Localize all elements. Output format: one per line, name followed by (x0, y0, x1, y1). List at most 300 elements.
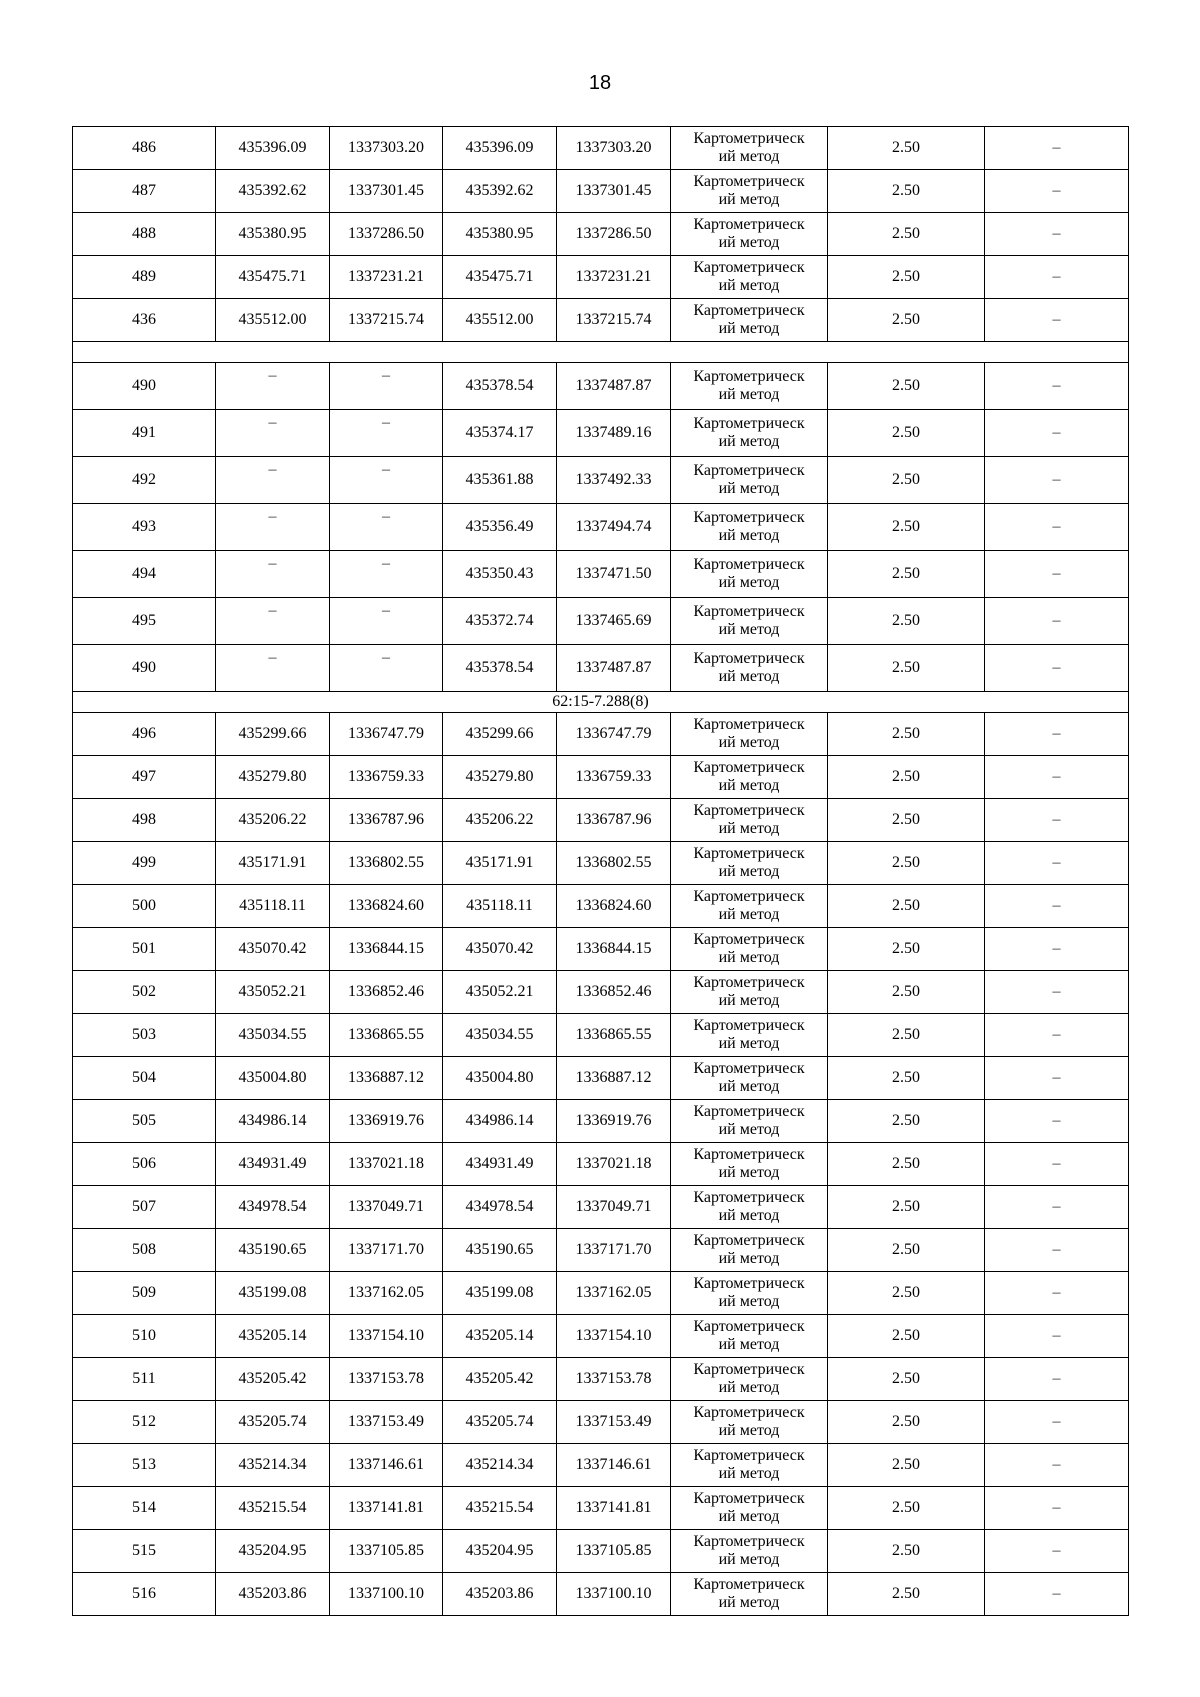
cell-note: – (985, 1057, 1129, 1100)
cell-method (671, 127, 828, 170)
method-line: ий метод (718, 1121, 780, 1138)
cell-x-old: – (216, 457, 330, 504)
cell-x-new: 434931.49 (443, 1143, 557, 1186)
method-line: Картометрическ (693, 974, 805, 991)
cell-x-old: – (216, 504, 330, 551)
cell-x-new: 435378.54 (443, 645, 557, 692)
cell-accuracy: 2.50 (828, 1401, 985, 1444)
cell-note: – (985, 756, 1129, 799)
cell-x-old: 435206.22 (216, 799, 330, 842)
cell-y-new: 1337105.85 (557, 1530, 671, 1573)
cell-method (671, 1573, 828, 1616)
method-line: Картометрическ (693, 130, 805, 147)
cell-x-old: 435512.00 (216, 299, 330, 342)
cell-x-new: 435205.14 (443, 1315, 557, 1358)
cell-accuracy: 2.50 (828, 1315, 985, 1358)
method-line: ий метод (718, 277, 780, 294)
method-line: ий метод (718, 1164, 780, 1181)
method-line: Картометрическ (693, 302, 805, 319)
method-line: ий метод (718, 527, 780, 544)
cell-x-new: 435199.08 (443, 1272, 557, 1315)
cell-x-old: 435070.42 (216, 928, 330, 971)
cell-x-new: 435372.74 (443, 598, 557, 645)
cell-x-old: 435215.54 (216, 1487, 330, 1530)
cell-y-new: 1337153.78 (557, 1358, 671, 1401)
cell-x-new: 435215.54 (443, 1487, 557, 1530)
cell-x-old: 435004.80 (216, 1057, 330, 1100)
cell-accuracy: 2.50 (828, 213, 985, 256)
cell-x-old: 435205.14 (216, 1315, 330, 1358)
cell-y-new: 1337153.49 (557, 1401, 671, 1444)
method-line: ий метод (718, 1293, 780, 1310)
cell-y-new: 1336852.46 (557, 971, 671, 1014)
method-line: ий метод (718, 1551, 780, 1568)
cell-y-old: 1337100.10 (330, 1573, 443, 1616)
cell-y-old: 1337154.10 (330, 1315, 443, 1358)
method-line: ий метод (718, 777, 780, 794)
cell-point: 511 (73, 1358, 216, 1401)
cell-point: 502 (73, 971, 216, 1014)
cell-method (671, 885, 828, 928)
cell-x-old: 435214.34 (216, 1444, 330, 1487)
table-row (73, 1444, 1129, 1487)
cell-y-old: 1336852.46 (330, 971, 443, 1014)
cell-note: – (985, 363, 1129, 410)
method-line: ий метод (718, 1250, 780, 1267)
table-row (73, 504, 1129, 551)
table-row (73, 1530, 1129, 1573)
table-row (73, 713, 1129, 756)
cell-y-old: 1336887.12 (330, 1057, 443, 1100)
cell-y-new: 1337494.74 (557, 504, 671, 551)
cell-y-old: 1336787.96 (330, 799, 443, 842)
method-line: ий метод (718, 668, 780, 685)
cell-note: – (985, 842, 1129, 885)
cell-y-old: – (330, 363, 443, 410)
cell-method (671, 971, 828, 1014)
cell-method (671, 256, 828, 299)
cell-x-old: – (216, 645, 330, 692)
cell-x-new: 435214.34 (443, 1444, 557, 1487)
cell-point: 486 (73, 127, 216, 170)
cell-x-old: 435205.42 (216, 1358, 330, 1401)
cell-y-old: 1337162.05 (330, 1272, 443, 1315)
cell-x-old: – (216, 598, 330, 645)
cell-y-old: 1337153.78 (330, 1358, 443, 1401)
cell-accuracy: 2.50 (828, 1143, 985, 1186)
cell-method (671, 1100, 828, 1143)
method-line: Картометрическ (693, 415, 805, 432)
section-header-row (73, 692, 1129, 713)
method-line: Картометрическ (693, 845, 805, 862)
cell-note: – (985, 1444, 1129, 1487)
cell-y-new: 1336919.76 (557, 1100, 671, 1143)
cell-point: 495 (73, 598, 216, 645)
method-line: Картометрическ (693, 1361, 805, 1378)
cell-x-old: 435190.65 (216, 1229, 330, 1272)
method-line: Картометрическ (693, 1318, 805, 1335)
cell-x-old: 435171.91 (216, 842, 330, 885)
method-line: ий метод (718, 148, 780, 165)
method-line: Картометрическ (693, 1447, 805, 1464)
cell-x-new: 435392.62 (443, 170, 557, 213)
method-line: ий метод (718, 1422, 780, 1439)
method-line: Картометрическ (693, 216, 805, 233)
cell-x-new: 435205.42 (443, 1358, 557, 1401)
method-line: ий метод (718, 320, 780, 337)
cell-point: 500 (73, 885, 216, 928)
cell-point: 488 (73, 213, 216, 256)
cell-method (671, 551, 828, 598)
cell-x-new: 435118.11 (443, 885, 557, 928)
cell-y-old: 1337301.45 (330, 170, 443, 213)
cell-method (671, 504, 828, 551)
cell-x-new: 435396.09 (443, 127, 557, 170)
cell-accuracy: 2.50 (828, 299, 985, 342)
cell-method (671, 1057, 828, 1100)
cell-method (671, 713, 828, 756)
cell-x-new: 435203.86 (443, 1573, 557, 1616)
cell-note: – (985, 799, 1129, 842)
cell-accuracy: 2.50 (828, 1444, 985, 1487)
cell-accuracy: 2.50 (828, 1530, 985, 1573)
cell-y-old: 1337303.20 (330, 127, 443, 170)
method-line: Картометрическ (693, 888, 805, 905)
cell-point: 513 (73, 1444, 216, 1487)
cell-accuracy: 2.50 (828, 645, 985, 692)
table-row (73, 1401, 1129, 1444)
cell-x-new: 435356.49 (443, 504, 557, 551)
cell-x-old: 435279.80 (216, 756, 330, 799)
cell-x-old: 435034.55 (216, 1014, 330, 1057)
cell-x-new: 435380.95 (443, 213, 557, 256)
cell-method (671, 1315, 828, 1358)
cell-y-new: 1337021.18 (557, 1143, 671, 1186)
cell-point: 492 (73, 457, 216, 504)
table-row (73, 799, 1129, 842)
cell-point: 509 (73, 1272, 216, 1315)
cell-note: – (985, 213, 1129, 256)
method-line: ий метод (718, 820, 780, 837)
cell-point: 497 (73, 756, 216, 799)
cell-y-old: 1337105.85 (330, 1530, 443, 1573)
cell-x-old: 434931.49 (216, 1143, 330, 1186)
cell-method (671, 928, 828, 971)
cell-y-new: 1336747.79 (557, 713, 671, 756)
cell-x-new: 435204.95 (443, 1530, 557, 1573)
table-row (73, 1143, 1129, 1186)
cell-point: 436 (73, 299, 216, 342)
cell-point: 508 (73, 1229, 216, 1272)
cell-y-new: 1337154.10 (557, 1315, 671, 1358)
cell-y-old: 1336824.60 (330, 885, 443, 928)
cell-accuracy: 2.50 (828, 1229, 985, 1272)
method-line: Картометрическ (693, 802, 805, 819)
method-line: Картометрическ (693, 173, 805, 190)
method-line: Картометрическ (693, 368, 805, 385)
cell-method (671, 645, 828, 692)
cell-y-new: 1337215.74 (557, 299, 671, 342)
cell-point: 503 (73, 1014, 216, 1057)
method-line: ий метод (718, 992, 780, 1009)
cell-accuracy: 2.50 (828, 885, 985, 928)
method-line: Картометрическ (693, 931, 805, 948)
cell-y-old: 1337049.71 (330, 1186, 443, 1229)
cell-y-old: 1336802.55 (330, 842, 443, 885)
cell-x-old: 435052.21 (216, 971, 330, 1014)
cell-note: – (985, 971, 1129, 1014)
table-row (73, 256, 1129, 299)
cell-x-new: 435350.43 (443, 551, 557, 598)
cell-y-new: 1336824.60 (557, 885, 671, 928)
cell-method (671, 1401, 828, 1444)
table-row (73, 1573, 1129, 1616)
cell-point: 499 (73, 842, 216, 885)
cell-y-new: 1337471.50 (557, 551, 671, 598)
cell-y-old: 1337141.81 (330, 1487, 443, 1530)
cell-y-new: 1337231.21 (557, 256, 671, 299)
cell-y-old: 1336919.76 (330, 1100, 443, 1143)
cell-method (671, 756, 828, 799)
cell-x-old: 435380.95 (216, 213, 330, 256)
method-line: ий метод (718, 191, 780, 208)
method-line: Картометрическ (693, 509, 805, 526)
cell-note: – (985, 1573, 1129, 1616)
cell-y-new: 1336802.55 (557, 842, 671, 885)
cell-accuracy: 2.50 (828, 1487, 985, 1530)
cell-y-new: 1336865.55 (557, 1014, 671, 1057)
method-line: ий метод (718, 386, 780, 403)
cell-method (671, 1229, 828, 1272)
cell-y-new: 1337146.61 (557, 1444, 671, 1487)
cell-accuracy: 2.50 (828, 1186, 985, 1229)
cell-point: 490 (73, 363, 216, 410)
table-row (73, 928, 1129, 971)
cell-note: – (985, 1315, 1129, 1358)
cell-accuracy: 2.50 (828, 713, 985, 756)
cell-accuracy: 2.50 (828, 170, 985, 213)
cell-method (671, 1272, 828, 1315)
table-row (73, 645, 1129, 692)
cell-accuracy: 2.50 (828, 1272, 985, 1315)
method-line: Картометрическ (693, 1404, 805, 1421)
table-row (73, 1487, 1129, 1530)
cell-method (671, 213, 828, 256)
method-line: ий метод (718, 1336, 780, 1353)
cell-y-new: 1337049.71 (557, 1186, 671, 1229)
cell-method (671, 170, 828, 213)
cell-x-old: 434978.54 (216, 1186, 330, 1229)
cell-y-old: 1336759.33 (330, 756, 443, 799)
table-row (73, 127, 1129, 170)
table-row (73, 457, 1129, 504)
cell-accuracy: 2.50 (828, 1100, 985, 1143)
table-row (73, 1229, 1129, 1272)
method-line: ий метод (718, 1078, 780, 1095)
method-line: Картометрическ (693, 759, 805, 776)
table-row (73, 1358, 1129, 1401)
cell-point: 510 (73, 1315, 216, 1358)
table-row (73, 1100, 1129, 1143)
cell-note: – (985, 127, 1129, 170)
table-row (73, 299, 1129, 342)
cell-note: – (985, 645, 1129, 692)
cell-x-new: 435205.74 (443, 1401, 557, 1444)
cell-y-old: – (330, 504, 443, 551)
cell-note: – (985, 1358, 1129, 1401)
section-label: 62:15-7.288(8) (73, 692, 1129, 713)
method-line: ий метод (718, 863, 780, 880)
method-line: Картометрическ (693, 1576, 805, 1593)
cell-y-new: 1337465.69 (557, 598, 671, 645)
cell-point: 498 (73, 799, 216, 842)
table-row (73, 1272, 1129, 1315)
cell-point: 506 (73, 1143, 216, 1186)
method-line: Картометрическ (693, 603, 805, 620)
cell-x-old: 435204.95 (216, 1530, 330, 1573)
cell-y-new: 1337303.20 (557, 127, 671, 170)
method-line: Картометрическ (693, 1189, 805, 1206)
cell-y-old: 1336844.15 (330, 928, 443, 971)
cell-x-old: 435392.62 (216, 170, 330, 213)
cell-note: – (985, 1530, 1129, 1573)
cell-point: 494 (73, 551, 216, 598)
cell-x-new: 435052.21 (443, 971, 557, 1014)
cell-accuracy: 2.50 (828, 756, 985, 799)
method-line: Картометрическ (693, 259, 805, 276)
cell-y-new: 1336759.33 (557, 756, 671, 799)
cell-note: – (985, 551, 1129, 598)
cell-y-old: 1337021.18 (330, 1143, 443, 1186)
cell-y-old: – (330, 551, 443, 598)
cell-note: – (985, 1100, 1129, 1143)
cell-note: – (985, 170, 1129, 213)
method-line: ий метод (718, 1508, 780, 1525)
cell-x-new: 435475.71 (443, 256, 557, 299)
cell-x-old: 435203.86 (216, 1573, 330, 1616)
method-line: ий метод (718, 574, 780, 591)
cell-note: – (985, 410, 1129, 457)
table-row (73, 1315, 1129, 1358)
cell-note: – (985, 1401, 1129, 1444)
cell-y-old: 1336865.55 (330, 1014, 443, 1057)
cell-x-new: 434978.54 (443, 1186, 557, 1229)
cell-x-new: 435070.42 (443, 928, 557, 971)
cell-accuracy: 2.50 (828, 799, 985, 842)
cell-accuracy: 2.50 (828, 928, 985, 971)
method-line: ий метод (718, 433, 780, 450)
method-line: Картометрическ (693, 556, 805, 573)
method-line: ий метод (718, 480, 780, 497)
cell-accuracy: 2.50 (828, 127, 985, 170)
method-line: ий метод (718, 1379, 780, 1396)
cell-x-new: 435361.88 (443, 457, 557, 504)
cell-x-new: 435171.91 (443, 842, 557, 885)
cell-note: – (985, 928, 1129, 971)
cell-accuracy: 2.50 (828, 1014, 985, 1057)
method-line: ий метод (718, 734, 780, 751)
cell-point: 493 (73, 504, 216, 551)
method-line: Картометрическ (693, 1275, 805, 1292)
cell-accuracy: 2.50 (828, 551, 985, 598)
cell-point: 512 (73, 1401, 216, 1444)
cell-x-old: – (216, 551, 330, 598)
cell-x-old: 435475.71 (216, 256, 330, 299)
cell-x-new: 435190.65 (443, 1229, 557, 1272)
cell-point: 496 (73, 713, 216, 756)
cell-note: – (985, 1143, 1129, 1186)
cell-accuracy: 2.50 (828, 1057, 985, 1100)
cell-x-old: – (216, 363, 330, 410)
cell-y-new: 1337301.45 (557, 170, 671, 213)
cell-y-new: 1337141.81 (557, 1487, 671, 1530)
cell-method (671, 363, 828, 410)
cell-x-old: 435396.09 (216, 127, 330, 170)
cell-x-new: 435279.80 (443, 756, 557, 799)
cell-accuracy: 2.50 (828, 1358, 985, 1401)
cell-x-new: 435004.80 (443, 1057, 557, 1100)
cell-method (671, 1143, 828, 1186)
method-line: Картометрическ (693, 650, 805, 667)
cell-note: – (985, 713, 1129, 756)
cell-method (671, 842, 828, 885)
cell-y-old: – (330, 645, 443, 692)
cell-y-new: 1337162.05 (557, 1272, 671, 1315)
cell-point: 487 (73, 170, 216, 213)
page-number: 18 (588, 72, 612, 94)
table-row (73, 885, 1129, 928)
cell-point: 505 (73, 1100, 216, 1143)
cell-x-new: 435299.66 (443, 713, 557, 756)
cell-method (671, 457, 828, 504)
method-line: Картометрическ (693, 1017, 805, 1034)
cell-note: – (985, 256, 1129, 299)
table-row (73, 971, 1129, 1014)
cell-method (671, 598, 828, 645)
cell-x-old: 435205.74 (216, 1401, 330, 1444)
method-line: Картометрическ (693, 1490, 805, 1507)
cell-point: 516 (73, 1573, 216, 1616)
cell-accuracy: 2.50 (828, 410, 985, 457)
method-line: ий метод (718, 1035, 780, 1052)
method-line: Картометрическ (693, 1232, 805, 1249)
cell-accuracy: 2.50 (828, 971, 985, 1014)
cell-point: 514 (73, 1487, 216, 1530)
cell-y-old: 1337171.70 (330, 1229, 443, 1272)
cell-note: – (985, 885, 1129, 928)
table-row (73, 598, 1129, 645)
method-line: ий метод (718, 234, 780, 251)
cell-y-new: 1337489.16 (557, 410, 671, 457)
cell-note: – (985, 1487, 1129, 1530)
cell-note: – (985, 299, 1129, 342)
cell-y-old: 1337215.74 (330, 299, 443, 342)
table-row (73, 1057, 1129, 1100)
cell-y-new: 1336887.12 (557, 1057, 671, 1100)
cell-x-new: 435034.55 (443, 1014, 557, 1057)
cell-point: 491 (73, 410, 216, 457)
cell-note: – (985, 1229, 1129, 1272)
cell-point: 501 (73, 928, 216, 971)
table-row (73, 756, 1129, 799)
cell-method (671, 299, 828, 342)
cell-accuracy: 2.50 (828, 504, 985, 551)
method-line: Картометрическ (693, 1146, 805, 1163)
cell-x-old: – (216, 410, 330, 457)
spacer-row (73, 342, 1129, 363)
cell-x-new: 435374.17 (443, 410, 557, 457)
cell-y-new: 1336787.96 (557, 799, 671, 842)
